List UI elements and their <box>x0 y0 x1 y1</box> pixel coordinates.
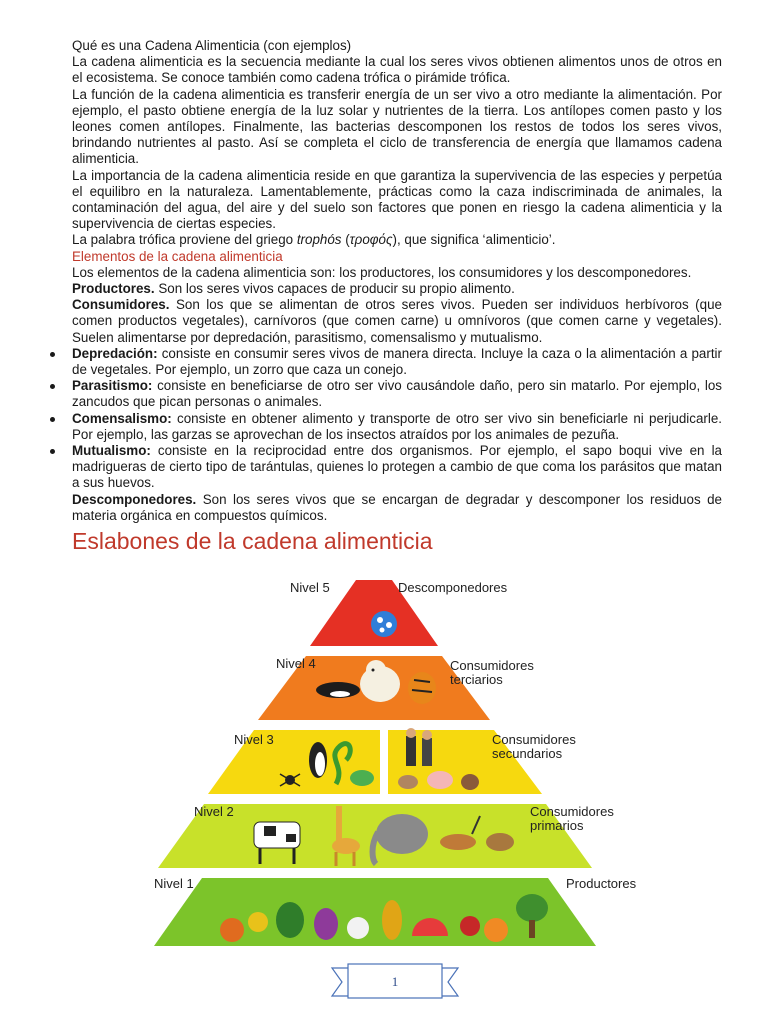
list-item: Comensalismo: consiste en obtener alimento y transporte de otro ser vivo sin beneficiarle ni perjudicarle. Por ejemplo, las garzas se aprovechan de los insectos atraídos por los animales de pezuña. <box>72 410 722 442</box>
tiger-icon <box>408 672 436 704</box>
list-item: Mutualismo: consiste en la reciprocidad entre dos organismos. Por ejemplo, el sapo boqui vive en la madrigueras de cierto tipo de tarántulas, quienes lo protegen a cambio de que coma los parásitos que matan a sus huevos. <box>72 443 722 491</box>
level-label: Nivel 3 <box>234 732 274 747</box>
paragraph-elements: Los elementos de la cadena alimenticia son: los productores, los consumidores y los descomponedores. <box>72 264 692 280</box>
level-label: Nivel 5 <box>290 580 330 595</box>
level-name: terciarios <box>450 672 503 687</box>
consumer-types-list <box>72 346 722 492</box>
trophic-pyramid-figure <box>140 570 660 960</box>
level-label: Nivel 4 <box>276 656 316 671</box>
level-name: Consumidores <box>450 658 534 673</box>
level-label: Nivel 2 <box>194 804 234 819</box>
penguin-icon <box>309 742 327 778</box>
paragraph-importance: La importancia de la cadena alimenticia reside en que garantiza la supervivencia de las especies y perpetúa el equilibro en la naturaleza. Lamentablemente, prácticas como la caza indiscriminada de animales, la contaminación del agua, del aire y del suelo son factores que ponen en riesgo la cadena alimenticia y la supervivencia de ciertas especies. <box>72 167 722 232</box>
paragraph-definition: La cadena alimenticia es la secuencia mediante la cual los seres vivos obtienen alimentos unos de otros en el ecosistema. Se conoce también como cadena trófica o pirámide trófica. <box>72 54 722 86</box>
doc-title: Qué es una Cadena Alimenticia (con ejemplos) <box>72 38 352 53</box>
bacteria-icon <box>371 611 397 637</box>
level-name: Consumidores <box>530 804 614 819</box>
paragraph-etymology: La palabra trófica proviene del griego trophós (τροφός), que significa ‘alimenticio’. <box>72 232 556 248</box>
page-number: 1 <box>391 974 399 989</box>
paragraph-consumidores: Consumidores. Son los que se alimentan de otros seres vivos. Pueden ser individuos herbívoros (que comen productos vegetales), carnívoros (que comen carne) u omnívoros (que comen carne y vegetales). Suelen alimentarse por depredación, parasitismo, comensalismo y mutualismo. <box>72 297 722 345</box>
page-number-banner <box>330 962 460 1002</box>
document-body <box>72 38 722 524</box>
frog-icon <box>350 770 374 786</box>
list-item: Depredación: consiste en consumir seres vivos de manera directa. Incluye la caza o la alimentación a partir de vegetales. Por ejemplo, un zorro que caza un conejo. <box>72 345 722 378</box>
level-name: Consumidores <box>492 732 576 747</box>
paragraph-descomponedores: Descomponedores. Son los seres vivos que se encargan de degradar y descomponer los residuos de materia orgánica en compuestos químicos. <box>72 491 722 523</box>
paragraph-function: La función de la cadena alimenticia es transferir energía de un ser vivo a otro mediante la alimentación. Por ejemplo, el pasto obtiene energía de la luz solar y nutrientes de la tierra. Los antílopes comen pasto y los leones comen antílopes. Finalmente, las bacterias descomponen los restos de todos los seres vivos, brindando nutrientes al pasto. Así se completa el ciclo de transferencia de energía que llamamos cadena alimenticia. <box>72 86 722 167</box>
elements-heading: Elementos de la cadena alimenticia <box>72 248 283 264</box>
orca-icon <box>316 682 360 698</box>
goat-icon <box>486 833 514 851</box>
pyramid-svg <box>140 570 660 960</box>
level-name: Productores <box>566 876 637 891</box>
paragraph-productores: Productores. Son los seres vivos capaces de producir su propio alimento. <box>72 281 515 297</box>
list-item: Parasitismo: consiste en beneficiarse de otro ser vivo causándole daño, pero sin matarlo. Por ejemplo, los zancudos que pican personas o animales. <box>72 378 722 410</box>
section-title: Eslabones de la cadena alimenticia <box>72 528 433 554</box>
level-name: secundarios <box>492 746 563 761</box>
level-name: primarios <box>530 818 584 833</box>
level-name: Descomponedores <box>398 580 508 595</box>
level-label: Nivel 1 <box>154 876 194 891</box>
